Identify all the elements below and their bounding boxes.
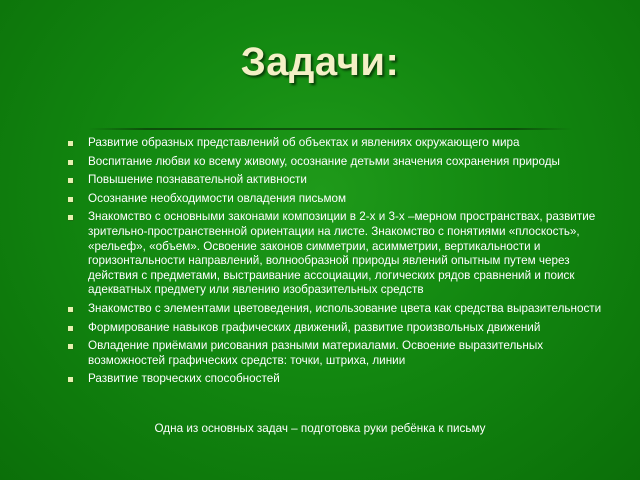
list-item-text: Овладение приёмами рисования разными материалами. Освоение выразительных возможностей графических средств: точки, штриха, линии	[88, 339, 544, 367]
list-item-text: Знакомство с основными законами композиции в 2-х и 3-х –мерном пространствах, развитие зрительно-пространственной ориентации на листе. Знакомство с понятиями «плоскость», «рельеф», «объем». Освоение законов симметрии, асимметрии, вертикальности и горизонтальности направлений, волнообразной природы явлений опытным путем через действия с предметами, выстраивание ассоциации, логических рядов сравнений и поиск адекватных предмету или явлению изобразительных средств	[88, 210, 596, 297]
square-bullet-icon	[68, 215, 73, 220]
list-item-text: Знакомство с элементами цветоведения, использование цвета как средства выразительности	[88, 301, 602, 315]
footer-note: Одна из основных задач – подготовка руки ребёнка к письму	[154, 422, 486, 435]
list-item-text: Повышение познавательной активности	[88, 173, 307, 187]
list-item	[64, 136, 620, 151]
task-list	[64, 136, 620, 391]
list-item	[64, 302, 620, 317]
square-bullet-icon	[68, 326, 73, 331]
list-item	[64, 372, 620, 387]
square-bullet-icon	[68, 197, 73, 202]
list-item-text: Воспитание любви ко всему живому, осознание детьми значения сохранения природы	[88, 154, 560, 168]
list-item	[64, 155, 620, 170]
square-bullet-icon	[68, 141, 73, 146]
list-item-text: Развитие творческих способностей	[88, 372, 280, 386]
list-item-text: Формирование навыков графических движений, развитие произвольных движений	[88, 320, 541, 334]
title-divider	[88, 128, 572, 130]
square-bullet-icon	[68, 377, 73, 382]
list-item	[64, 321, 620, 336]
list-item-text: Развитие образных представлений об объектах и явлениях окружающего мира	[88, 136, 520, 149]
list-item	[64, 339, 620, 368]
square-bullet-icon	[68, 307, 73, 312]
list-item	[64, 210, 620, 298]
square-bullet-icon	[68, 344, 73, 349]
square-bullet-icon	[68, 178, 73, 183]
slide-title: Задачи:	[240, 40, 400, 84]
list-item	[64, 192, 620, 207]
list-item-text: Осознание необходимости овладения письмом	[88, 191, 347, 205]
list-item	[64, 173, 620, 188]
square-bullet-icon	[68, 160, 73, 165]
